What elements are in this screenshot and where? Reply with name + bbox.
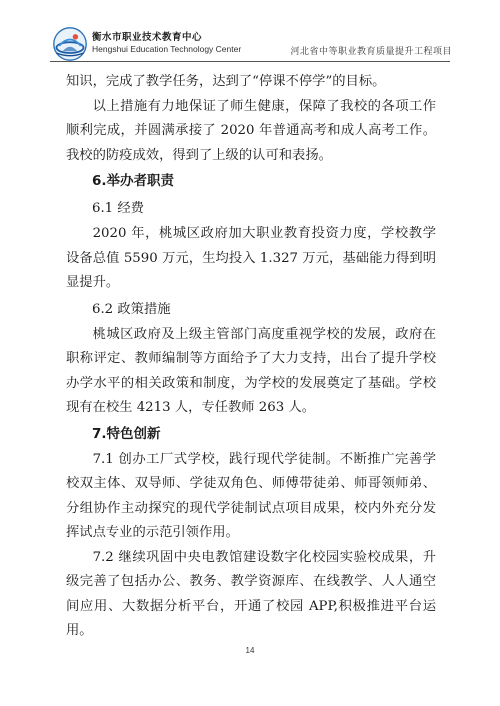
organization-name-cn: 衡水市职业技术教育中心	[92, 32, 203, 43]
header-divider	[50, 61, 450, 62]
paragraph: 桃城区政府及上级主管部门高度重视学校的发展，政府在职称评定、教师编制等方面给予了大力支持，出台了提升学校办学水平的相关政策和制度，为学校的发展奠定了基础。学校现有在校生 4213 人，专任教师 263 人。	[66, 326, 436, 415]
paragraph: 2020 年，桃城区政府加大职业教育投资力度，学校教学设备总值 5590 万元，生均投入 1.327 万元，基础能力得到明显提升。	[66, 226, 436, 290]
section-heading-7: 7.特色创新	[92, 425, 161, 442]
school-logo-icon	[52, 26, 88, 62]
paragraph: 7.2 继续巩固中央电教馆建设数字化校园实验校成果，升级完善了包括办公、教务、教学资源库、在线教学、人人通空间应用、大数据分析平台，开通了校园 APP,积极推进平台运用。	[66, 549, 436, 638]
paragraph: 知识，完成了教学任务，达到了“停课不停学”的目标。	[66, 74, 386, 89]
section-heading-6: 6.举办者职责	[92, 173, 175, 189]
subsection-heading-6-1: 6.1 经费	[92, 201, 144, 216]
page-header	[0, 0, 500, 70]
paragraph: 以上措施有力地保证了师生健康，保障了我校的各项工作顺利完成，并圆满承接了 2020 年普通高考和成人高考工作。我校的防疫成效，得到了上级的认可和表扬。	[66, 98, 436, 163]
project-title: 河北省中等职业教育质量提升工程项目	[290, 47, 452, 57]
subsection-heading-6-2: 6.2 政策措施	[92, 301, 171, 317]
page-number: 14	[245, 646, 255, 655]
paragraph: 7.1 创办工厂式学校，践行现代学徒制。不断推广完善学校双主体、双导师、学徒双角色、师傅带徒弟、师哥领师弟、分组协作主动探究的现代学徒制试点项目成果，校内外充分发挥试点专业的示范引领作用。	[66, 451, 436, 540]
document-body	[66, 70, 436, 644]
organization-name-en: Hengshui Education Technology Center	[92, 44, 242, 54]
